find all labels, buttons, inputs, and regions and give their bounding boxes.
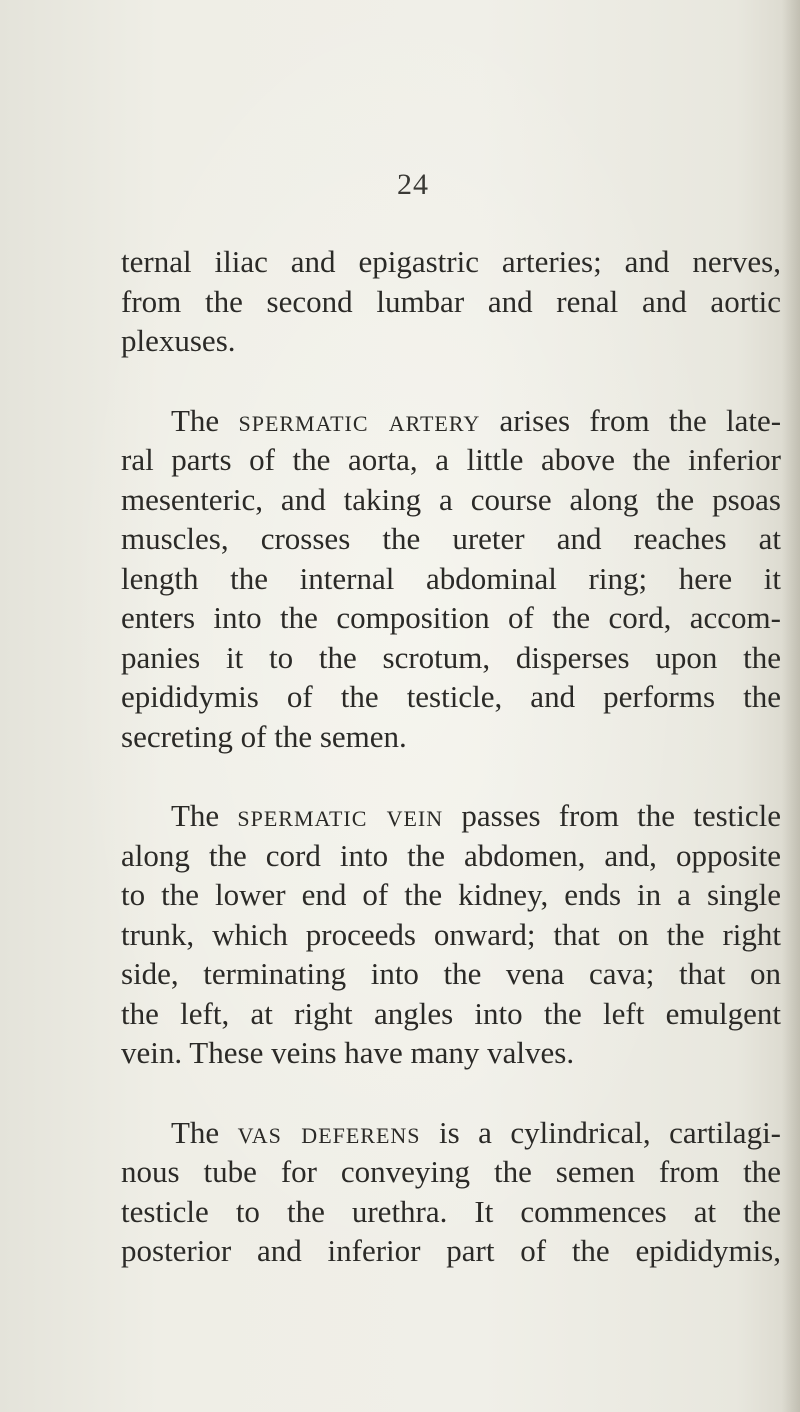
text-line: epididymis of the testicle, and performs the	[121, 679, 781, 714]
paragraph-lead: The	[171, 402, 220, 438]
page-edge-shadow	[782, 0, 800, 1412]
text-line: the left, at right angles into the left emulgent	[121, 995, 781, 1031]
text-line	[121, 1113, 781, 1153]
text-line: ternal iliac and epigastric arteries; and nerves,	[121, 244, 781, 279]
paragraph-1	[121, 242, 781, 361]
text-line: ral parts of the aorta, a little above the inferior	[121, 442, 781, 477]
text-line: panies it to the scrotum, disperses upon the	[121, 639, 781, 675]
page-number: 24	[397, 168, 429, 201]
anatomical-term: vas deferens	[237, 1114, 421, 1150]
paragraph-gap	[121, 1073, 781, 1113]
text-line: plexuses.	[121, 323, 236, 358]
paragraph-lead: The	[171, 798, 220, 833]
text-line: length the internal abdominal ring; here it	[121, 560, 781, 596]
anatomical-term: spermatic vein	[237, 798, 444, 833]
text-fragment: arises from the late-	[499, 402, 782, 438]
text-line	[121, 796, 781, 836]
text-line: along the cord into the abdomen, and, opposite	[121, 837, 781, 873]
text-line: from the second lumbar and renal and aortic	[121, 283, 781, 319]
paragraph-vas-deferens	[121, 1113, 781, 1271]
text-line: enters into the composition of the cord, accom-	[121, 600, 781, 635]
text-line: side, terminating into the vena cava; that on	[121, 956, 781, 991]
paragraph-spermatic-vein	[121, 796, 781, 1073]
body-text	[121, 242, 781, 1271]
text-line: muscles, crosses the ureter and reaches at	[121, 521, 781, 556]
anatomical-term: spermatic artery	[238, 402, 481, 438]
text-line: trunk, which proceeds onward; that on the right	[121, 916, 781, 952]
text-line: nous tube for conveying the semen from the	[121, 1154, 781, 1189]
paragraph-gap	[121, 361, 781, 401]
text-line: secreting of the semen.	[121, 718, 407, 754]
text-line: vein. These veins have many valves.	[121, 1035, 575, 1070]
text-line: posterior and inferior part of the epididymis,	[121, 1233, 781, 1268]
text-fragment: passes from the testicle	[461, 798, 782, 833]
text-line: to the lower end of the kidney, ends in a single	[121, 877, 781, 912]
text-line: testicle to the urethra. It commences at the	[121, 1193, 781, 1229]
text-line: mesenteric, and taking a course along the psoas	[121, 481, 781, 517]
paragraph-spermatic-artery	[121, 401, 781, 757]
paragraph-gap	[121, 756, 781, 796]
text-fragment: is a cylindrical, cartilagi-	[439, 1114, 782, 1150]
text-line	[121, 401, 781, 441]
paragraph-lead: The	[171, 1114, 220, 1150]
